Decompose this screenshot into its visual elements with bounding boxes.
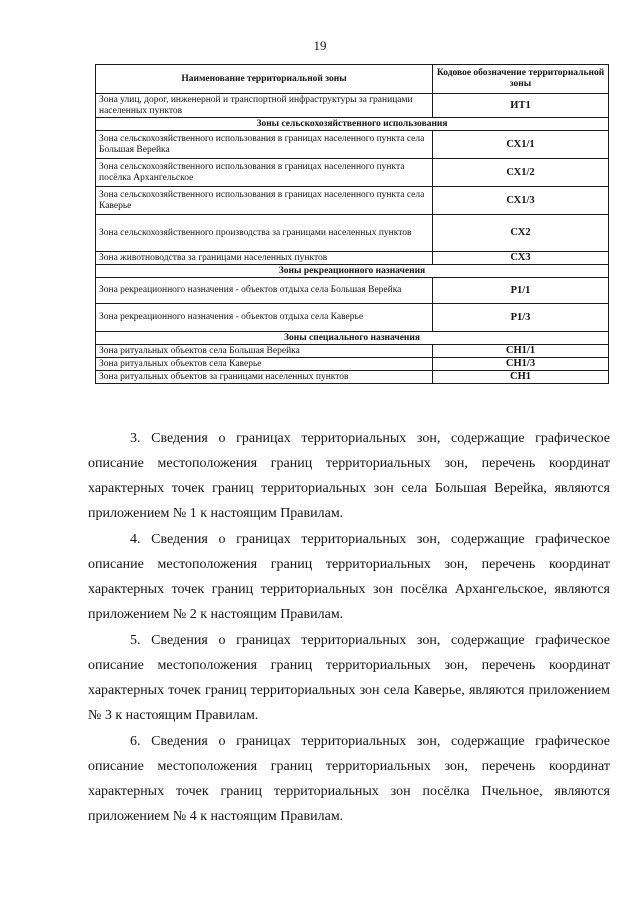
zone-name-cell: Зона рекреационного назначения - объектов отдыха села Большая Верейка	[96, 278, 433, 304]
table-row	[96, 371, 609, 384]
zone-code-cell: СХ1/2	[433, 159, 609, 187]
zone-code-cell: ИТ1	[433, 94, 609, 118]
header-zone-name: Наименование территориальной зоны	[96, 65, 433, 94]
zones-table	[95, 64, 609, 384]
zone-name-cell: Зона ритуальных объектов села Каверье	[96, 358, 433, 371]
table-row	[96, 131, 609, 159]
zone-code-cell: СХ3	[433, 252, 609, 265]
zone-name-cell: Зона сельскохозяйственного использования в границах населенного пункта посёлка Архангельское	[96, 159, 433, 187]
table-row	[96, 187, 609, 215]
zone-name-cell: Зона сельскохозяйственного использования в границах населенного пункта села Большая Верейка	[96, 131, 433, 159]
paragraph: 6. Сведения о границах территориальных зон, содержащие графическое описание местоположения границ территориальных зон, перечень координат характерных точек границ территориальных зон посёлка Пчельное, являются приложением № 4 к настоящим Правилам.	[88, 734, 610, 824]
group-row	[96, 118, 609, 131]
zone-code-cell: СН1/1	[433, 345, 609, 358]
group-title: Зоны специального назначения	[96, 332, 609, 345]
zone-code-cell: СХ1/1	[433, 131, 609, 159]
zone-name-cell: Зона сельскохозяйственного использования в границах населенного пункта села Каверье	[96, 187, 433, 215]
group-row	[96, 265, 609, 278]
paragraph: 5. Сведения о границах территориальных зон, содержащие графическое описание местоположения границ территориальных зон, перечень координат характерных точек границ территориальных зон села Каверье, являются приложением № 3 к настоящим Правилам.	[88, 633, 610, 723]
zone-code-cell: СХ2	[433, 215, 609, 252]
zone-code-cell: Р1/1	[433, 278, 609, 304]
table-row	[96, 252, 609, 265]
page-number: 19	[313, 38, 327, 53]
body-text	[88, 426, 610, 830]
group-title: Зоны рекреационного назначения	[96, 265, 609, 278]
table-row	[96, 215, 609, 252]
table-header-row	[96, 65, 609, 94]
table-row	[96, 278, 609, 304]
paragraph: 4. Сведения о границах территориальных зон, содержащие графическое описание местоположения границ территориальных зон, перечень координат характерных точек границ территориальных зон посёлка Архангельское, являются приложением № 2 к настоящим Правилам.	[88, 532, 610, 622]
zone-name-cell: Зона животноводства за границами населенных пунктов	[96, 252, 433, 265]
zone-code-cell: СН1	[433, 371, 609, 384]
zone-code-cell: Р1/3	[433, 304, 609, 332]
table-row	[96, 304, 609, 332]
header-zone-code: Кодовое обозначение территориальной зоны	[433, 65, 609, 94]
zone-name-cell: Зона ритуальных объектов села Большая Верейка	[96, 345, 433, 358]
zone-name-cell: Зона рекреационного назначения - объектов отдыха села Каверье	[96, 304, 433, 332]
group-title: Зоны сельскохозяйственного использования	[96, 118, 609, 131]
paragraph: 3. Сведения о границах территориальных зон, содержащие графическое описание местоположения границ территориальных зон, перечень координат характерных точек границ территориальных зон села Большая Верейка, являются приложением № 1 к настоящим Правилам.	[88, 431, 610, 521]
zone-name-cell: Зона сельскохозяйственного производства за границами населенных пунктов	[96, 215, 433, 252]
table-row	[96, 159, 609, 187]
table-row	[96, 94, 609, 118]
table-row	[96, 345, 609, 358]
zone-code-cell: СХ1/3	[433, 187, 609, 215]
zone-name-cell: Зона ритуальных объектов за границами населенных пунктов	[96, 371, 433, 384]
table-row	[96, 358, 609, 371]
group-row	[96, 332, 609, 345]
zone-name-cell: Зона улиц, дорог, инженерной и транспортной инфраструктуры за границами населенных пунктов	[96, 94, 433, 118]
zone-code-cell: СН1/3	[433, 358, 609, 371]
